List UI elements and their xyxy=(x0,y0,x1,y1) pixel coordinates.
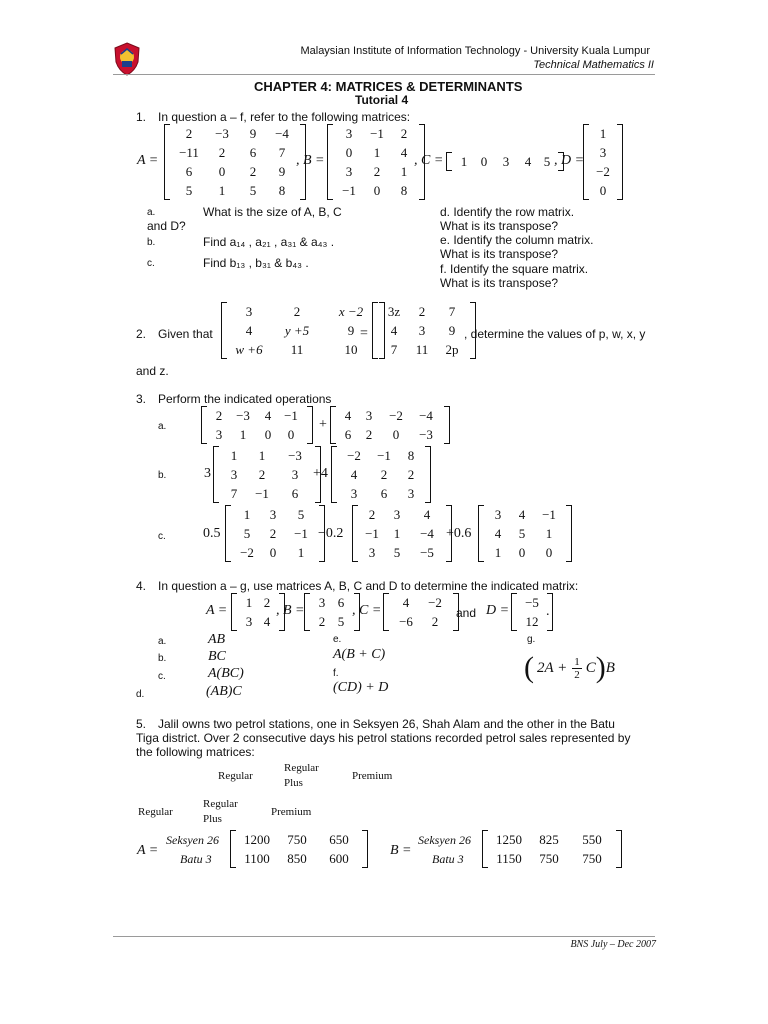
q5-B-row-2: Batu 3 xyxy=(432,852,464,866)
q1-intro: In question a – f, refer to the following matrices: xyxy=(158,110,411,124)
q2-matrix-left: 3 2 x −2 4 y +5 9 w +6 11 10 xyxy=(221,302,385,359)
q1a-text: What is the size of A, B, C xyxy=(203,205,342,219)
q5-col-regular-A: Regular xyxy=(218,770,253,782)
q4-and: and xyxy=(456,606,477,620)
q5-line2: Tiga district. Over 2 consecutive days his petrol stations recorded petrol sales represented by xyxy=(136,731,631,745)
q4-matrix-C: 4 −2 −6 2 xyxy=(383,593,459,631)
q4-matrix-D: −5 12 xyxy=(511,593,553,631)
q5-col-premium-B: Premium xyxy=(271,806,312,818)
q4-D-label: D = xyxy=(486,603,510,618)
q3c-matrix-1: 1 3 5 5 2 −1 −2 0 1 xyxy=(225,505,325,562)
q5-col-regular-plus-A: Regular Plus xyxy=(284,762,319,789)
header-rule xyxy=(113,74,655,75)
q3a-label: a. xyxy=(158,421,167,432)
q3b-matrix-1: 1 1 −3 3 2 3 7 −1 6 xyxy=(213,446,321,503)
q5-A-label: A = xyxy=(137,843,159,858)
q1e-text: e. Identify the column matrix. xyxy=(440,233,594,247)
q3c-scalar-2: −0.2 xyxy=(318,526,344,541)
q5-line1: Jalil owns two petrol stations, one in Seksyen 26, Shah Alam and the other in the Batu xyxy=(158,717,615,731)
q4-B-label: , B = xyxy=(276,603,305,618)
q1-D-label: , D = xyxy=(554,153,585,168)
q1a-cont: and D? xyxy=(147,219,186,233)
q4c-expr: A(BC) xyxy=(208,666,244,681)
q4-matrix-B: 3 6 2 5 xyxy=(304,593,360,631)
q3b-scalar-1: 3 xyxy=(204,466,211,481)
q5-B-row-1: Seksyen 26 xyxy=(418,833,471,847)
q4e-label: e. xyxy=(333,634,342,645)
q1c-label: c. xyxy=(147,258,155,269)
q1e-cont: What is its transpose? xyxy=(440,247,559,261)
q4a-expr: AB xyxy=(208,632,226,647)
q3c-matrix-3: 3 4 −1 4 5 1 1 0 0 xyxy=(478,505,572,562)
q3-number: 3. xyxy=(136,392,147,406)
q5-B-label: B = xyxy=(390,843,412,858)
q4g-label: g. xyxy=(527,634,536,645)
q4f-expr: (CD) + D xyxy=(333,680,389,695)
q5-col-regular-plus-B: Regular Plus xyxy=(203,798,238,825)
q5-matrix-B: 1250 825 550 1150 750 750 xyxy=(482,830,622,868)
q4a-label: a. xyxy=(158,636,167,647)
q1-A-label: A = xyxy=(137,153,159,168)
q3c-scalar-1: 0.5 xyxy=(203,526,221,541)
q3-intro: Perform the indicated operations xyxy=(158,392,332,406)
q1-C-label: , C = xyxy=(414,153,444,168)
q4-A-label: A = xyxy=(206,603,228,618)
q4b-expr: BC xyxy=(208,649,226,664)
q4d-expr: (AB)C xyxy=(206,684,242,699)
q4-period: . xyxy=(546,604,550,619)
q1-B-label: , B = xyxy=(296,153,325,168)
q1d-cont: What is its transpose? xyxy=(440,219,559,233)
university-logo xyxy=(113,42,141,76)
q4-C-label: , C = xyxy=(352,603,382,618)
header-institute: Malaysian Institute of Information Technology - University Kuala Lumpur xyxy=(300,45,650,57)
q1b-label: b. xyxy=(147,237,156,248)
q2-equals: = xyxy=(360,326,368,341)
q3c-scalar-3: +0.6 xyxy=(446,526,472,541)
q3b-label: b. xyxy=(158,470,167,481)
q4e-expr: A(B + C) xyxy=(333,647,386,662)
q4d-label: d. xyxy=(136,689,145,700)
chapter-title: CHAPTER 4: MATRICES & DETERMINANTS xyxy=(254,79,523,94)
q4-intro: In question a – g, use matrices A, B, C and D to determine the indicated matrix: xyxy=(158,579,579,593)
q4f-label: f. xyxy=(333,668,339,679)
q1f-cont: What is its transpose? xyxy=(440,276,559,290)
q2-number: 2. xyxy=(136,327,147,341)
q1-matrix-A: 2 −3 9 −4 −11 2 6 7 6 0 2 9 5 1 5 8 xyxy=(164,124,306,200)
q2-matrix-right: 3z 2 7 4 3 9 7 11 2p xyxy=(372,302,476,359)
q3c-matrix-2: 2 3 4 −1 1 −4 3 5 −5 xyxy=(352,505,452,562)
q5-matrix-A: 1200 750 650 1100 850 600 xyxy=(230,830,368,868)
q3a-plus: + xyxy=(319,417,327,432)
q4b-label: b. xyxy=(158,653,167,664)
tutorial-title: Tutorial 4 xyxy=(355,93,409,107)
q1-matrix-D: 1 3 −2 0 xyxy=(583,124,623,200)
q4g-expr: ( 2A + $\frac{1}{2}$ C ) B xyxy=(524,651,615,684)
q3a-matrix-2: 4 3 −2 −4 6 2 0 −3 xyxy=(330,406,450,444)
q3a-matrix-1: 2 −3 4 −1 3 1 0 0 xyxy=(201,406,313,444)
q5-number: 5. xyxy=(136,717,147,731)
footer-rule xyxy=(113,936,655,937)
q1-matrix-B: 3 −1 2 0 1 4 3 2 1 −1 0 8 xyxy=(327,124,425,200)
q1a-label: a. xyxy=(147,207,156,218)
q1d-text: d. Identify the row matrix. xyxy=(440,205,575,219)
q1-matrix-C: 1 0 3 4 5 xyxy=(446,152,564,171)
q1f-text: f. Identify the square matrix. xyxy=(440,262,589,276)
q4-number: 4. xyxy=(136,579,147,593)
q5-A-row-1: Seksyen 26 xyxy=(166,833,219,847)
q3c-label: c. xyxy=(158,531,166,542)
q5-col-premium-A: Premium xyxy=(352,770,393,782)
q4-matrix-A: 1 2 3 4 xyxy=(231,593,285,631)
q3b-matrix-2: −2 −1 8 4 2 2 3 6 3 xyxy=(331,446,431,503)
footer-text: BNS July – Dec 2007 xyxy=(570,939,656,950)
q3b-scalar-2: +4 xyxy=(313,466,328,481)
q5-line3: the following matrices: xyxy=(136,745,255,759)
header-course: Technical Mathematics II xyxy=(533,59,654,71)
q1b-text: Find a₁₄ , a₂₁ , a₃₁ & a₄₃ . xyxy=(203,235,335,249)
q2-given: Given that xyxy=(158,327,213,341)
q4c-label: c. xyxy=(158,671,166,682)
q1-number: 1. xyxy=(136,110,147,124)
q1c-text: Find b₁₃ , b₃₁ & b₄₃ . xyxy=(203,256,309,270)
q2-cont: and z. xyxy=(136,364,169,378)
q5-A-row-2: Batu 3 xyxy=(180,852,212,866)
q5-col-regular-B: Regular xyxy=(138,806,173,818)
q2-tail: , determine the values of p, w, x, y xyxy=(464,327,646,341)
